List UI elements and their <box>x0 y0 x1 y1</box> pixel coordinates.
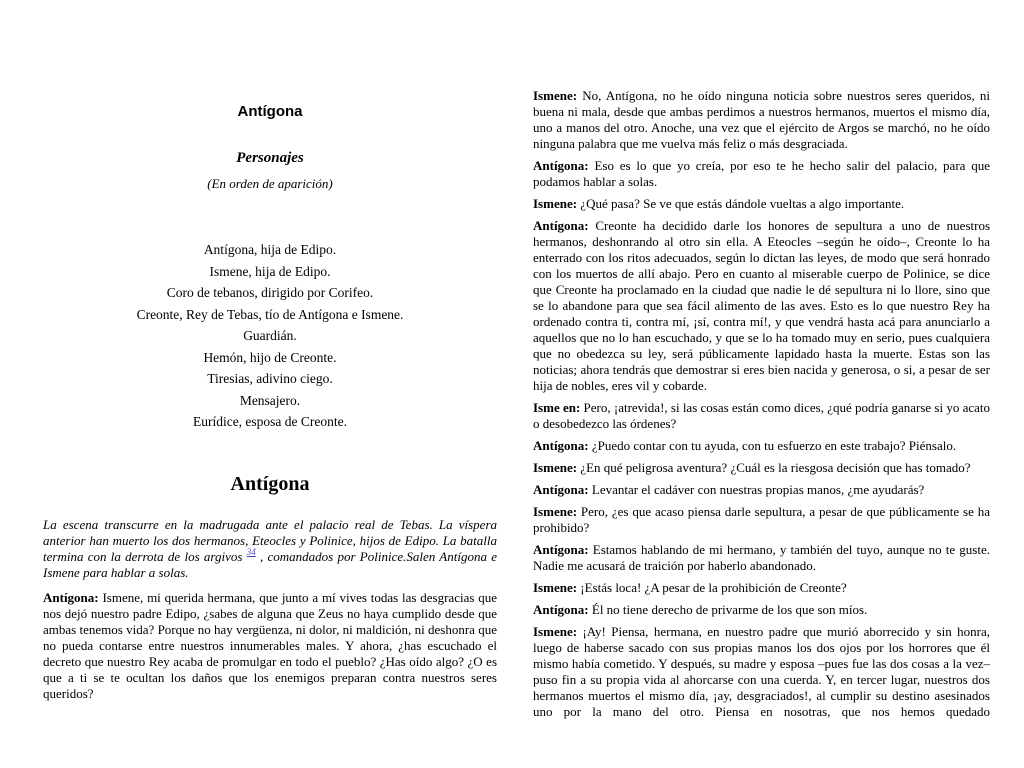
act-title: Antígona <box>230 472 310 495</box>
dialogue-paragraph <box>533 218 990 394</box>
stage-text: Salen Antígona e Ismene para hablar a solas. <box>43 548 497 580</box>
dialogue-paragraph <box>43 590 497 702</box>
dialogue-text: ¡Ay! Piensa, hermana, en nuestro padre que murió aborrecido y sin honra, luego de haberse sacado con sus propias manos los dos ojos por los horrores que él mismo había cometido. Y después, su madre y esposa –pues fue las dos cosas a la vez– puso fin a su propia vida al ahorcarse con una cuerda. Y, en tercer lugar, nuestros dos hermanos muertos el mismo día, ¡ay, desgraciados!, al cumplir su destino asesinados uno por la mano del otro. Piensa en nosotras, que nos hemos quedado <box>533 624 990 719</box>
dialogue-text: Estamos hablando de mi hermano, y también del tuyo, aunque no te guste. Nadie me acusará de traición por haberlo abandonado. <box>533 542 990 573</box>
dialogue-paragraph <box>533 580 990 596</box>
footnote-link[interactable]: 34 <box>246 547 256 558</box>
dialogue-paragraph <box>533 482 990 498</box>
cast-member: Guardián. <box>243 328 297 343</box>
dialogue-text: No, Antígona, no he oído ninguna noticia sobre nuestros seres queridos, ni buena ni mala, desde que ambas perdimos a nuestros hermanos, muertos el mismo día, uno a manos del otro. Anoche, una vez que el ejército de Argos se marchó, no he oído ninguna palabra que me vuelva más feliz o más desgraciada. <box>533 88 990 151</box>
speaker-name: Antígona: <box>533 602 589 617</box>
speaker-name: Antígona: <box>533 438 589 453</box>
stage-directions <box>43 517 497 581</box>
speaker-name: Ismene: <box>533 504 578 519</box>
cast-member: Tiresias, adivino ciego. <box>207 371 333 386</box>
cast-member: Antígona, hija de Edipo. <box>203 242 337 257</box>
dialogue-paragraph <box>533 602 990 618</box>
cast-heading: Personajes <box>236 150 304 166</box>
speaker-name: Antígona: <box>43 589 99 605</box>
dialogue-text: Pero, ¿es que acaso piensa darle sepultura, a pesar de que públicamente se ha prohibido? <box>533 504 991 535</box>
speaker-name: Ismene: <box>533 196 578 211</box>
cast-member: Creonte, Rey de Tebas, tío de Antígona e Ismene. <box>136 306 404 322</box>
dialogue-text: Creonte ha decidido darle los honores de sepultura a uno de nuestros hermanos, deshonrando al otro sin ella. A Eteocles –según he oído–, Creonte lo ha enterrado con los ritos adecuados, según lo dictan las leyes, de modo que será honrado con los muertos de allí abajo. Pero en cuanto al miserable cuerpo de Polinice, se dice que Creonte ha proclamado en la ciudad que nadie le dé sepultura ni lo llore, sino que se lo abandone para que sea fácil alimento de las aves. Esto es lo que nuestro Rey ha ordenado contra ti, contra mí, ¡sí, contra mí!, y que vendrá hasta acá para anunciarlo a aquellos que no lo han escuchado, y que se lo ha tomado muy en serio, pues cualquiera que no obedezca su ley, será públicamente lapidado hasta la muerte. Estas son las noticias; ahora tendrás que demostrar si eres bien nacida y generosa, o si, a pesar de ser hija de nobles, eres vil y cobarde. <box>533 218 991 393</box>
dialogue-paragraph <box>533 504 990 536</box>
speaker-name: Antígona: <box>533 218 589 233</box>
speaker-name: Isme en: <box>533 400 581 415</box>
dialogue-text: Levantar el cadáver con nuestras propias manos, ¿me ayudarás? <box>591 482 925 497</box>
cast-member: Mensajero. <box>239 392 301 408</box>
left-page-column <box>43 0 497 702</box>
dialogue-paragraph <box>533 438 990 454</box>
cast-list <box>43 239 497 433</box>
speaker-name: Antígona: <box>533 542 589 557</box>
speaker-name: Ismene: <box>533 88 578 103</box>
dialogue-paragraph <box>533 158 990 190</box>
right-page-column <box>533 88 990 726</box>
dialogue-paragraph <box>533 400 990 432</box>
cast-member: Hemón, hijo de Creonte. <box>203 349 337 365</box>
speaker-name: Ismene: <box>533 580 578 595</box>
dialogue-text: ¿Puedo contar con tu ayuda, con tu esfuerzo en este trabajo? Piénsalo. <box>591 438 957 453</box>
cast-member: Eurídice, esposa de Creonte. <box>192 414 348 429</box>
dialogue-paragraph <box>533 88 990 152</box>
dialogue-text: Ismene, mi querida hermana, que junto a mí vives todas las desgracias que nos dejó nuestro padre Edipo, ¿sabes de alguna que Zeus no haya cumplido desde que ambas tenemos vida? Porque no hay vergüenza, ni dolor, ni maldición, ni deshonra que no pueda contarse entre nuestros innumerables males. Y ahora, ¿has escuchado el decreto que nuestro Rey acaba de promulgar en todo el pueblo? ¿Has oído algo? ¿O es que a ti se te ocultan los daños que los enemigos preparan contra nuestros seres queridos? <box>43 589 498 701</box>
dialogue-paragraph <box>533 196 990 212</box>
stage-text: La escena transcurre en la madrugada ante el palacio real de Tebas. La víspera anterior han muerto los dos hermanos, Eteocles y Polinice, hijos de Edipo. La batalla termina con la derrota de los argivos <box>43 516 497 564</box>
dialogue-text: ¿En qué peligrosa aventura? ¿Cuál es la riesgosa decisión que has tomado? <box>580 460 971 475</box>
stage-text: , comandados por Polinice. <box>255 548 407 564</box>
dialogue-text: Eso es lo que yo creía, por eso te he hecho salir del palacio, para que podamos hablar a solas. <box>533 158 991 189</box>
speaker-name: Antígona: <box>533 158 589 173</box>
cast-member: Ismene, hija de Edipo. <box>209 263 331 279</box>
dialogue-paragraph <box>533 624 990 720</box>
dialogue-text: Él no tiene derecho de privarme de los que son míos. <box>591 602 868 617</box>
cast-order-note: (En orden de aparición) <box>207 176 333 191</box>
dialogue-text: ¡Estás loca! ¿A pesar de la prohibición de Creonte? <box>580 580 847 595</box>
dialogue-paragraph <box>533 460 990 476</box>
dialogue-text: ¿Qué pasa? Se ve que estás dándole vueltas a algo importante. <box>580 196 905 211</box>
dialogue-text: Pero, ¡atrevida!, si las cosas están como dices, ¿qué podría ganarse si yo acato o desobedezco las órdenes? <box>533 400 991 431</box>
play-title: Antígona <box>237 103 303 120</box>
speaker-name: Antígona: <box>533 482 589 497</box>
speaker-name: Ismene: <box>533 460 578 475</box>
cast-member: Coro de tebanos, dirigido por Corifeo. <box>166 285 374 300</box>
dialogue-paragraph <box>533 542 990 574</box>
speaker-name: Ismene: <box>533 624 578 639</box>
